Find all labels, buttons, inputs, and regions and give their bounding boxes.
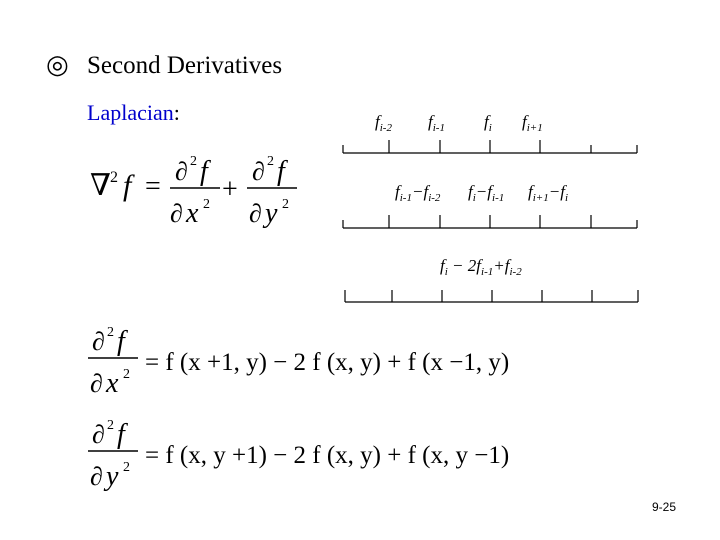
partial-num-exp-2: 2: [267, 154, 274, 169]
label-diff-3: $f_{i+1}-f_i$: [528, 182, 568, 204]
partial-den-x: x: [186, 198, 199, 229]
partial-den-y: y: [265, 198, 278, 229]
partial-num-f-1: f: [200, 156, 208, 187]
nabla-symbol: ∇: [90, 169, 111, 202]
equation-d2y: [88, 418, 509, 492]
equals-sign: =: [145, 171, 161, 202]
partial-den-exp-1: 2: [203, 197, 210, 212]
svg-text:2: 2: [107, 418, 114, 433]
equation-d2y-rhs: = f (x, y +1) − 2 f (x, y) + f (x, y −1): [145, 442, 510, 469]
partial-num-1: ∂: [175, 157, 188, 186]
plus-sign: +: [222, 174, 238, 205]
svg-text:∂: ∂: [90, 462, 103, 491]
partial-num-f-2: f: [277, 156, 285, 187]
partial-num-exp-1: 2: [190, 154, 197, 169]
svg-text:2: 2: [107, 325, 114, 340]
equation-d2x-rhs: = f (x +1, y) − 2 f (x, y) + f (x −1, y): [145, 349, 510, 376]
svg-text:x: x: [106, 368, 119, 399]
svg-text:∂: ∂: [92, 420, 105, 449]
label-f-i-minus-2: $f_{i-2}$: [375, 112, 392, 134]
svg-text:f: f: [117, 419, 125, 450]
partial-den-exp-2: 2: [282, 197, 289, 212]
page-number: 9-25: [651, 500, 676, 514]
label-f-i: $f_i$: [484, 112, 492, 134]
laplacian-text: Laplacian: [87, 100, 174, 125]
label-diff-2: $f_i-f_{i-1}$: [468, 182, 505, 204]
laplacian-colon: :: [173, 100, 180, 125]
svg-text:f: f: [117, 326, 125, 357]
nabla-exponent: 2: [110, 169, 118, 186]
svg-text:y: y: [106, 461, 119, 492]
svg-text:∂: ∂: [90, 369, 103, 398]
label-second-difference: $f_i - 2f_{i-1}+f_{i-2}$: [440, 256, 522, 278]
label-f-i-plus-1: $f_{i+1}$: [522, 112, 543, 134]
label-f-i-minus-1: $f_{i-1}$: [428, 112, 445, 134]
bullet-icon: ◎: [46, 50, 69, 79]
svg-text:∂: ∂: [92, 327, 105, 356]
label-diff-1: $f_{i-1}-f_{i-2}$: [395, 182, 441, 204]
equation-d2x: [88, 325, 509, 399]
svg-text:2: 2: [123, 367, 130, 382]
laplacian-f: f: [123, 169, 132, 202]
partial-den-2: ∂: [249, 199, 262, 228]
partial-den-1: ∂: [170, 199, 183, 228]
partial-num-2: ∂: [252, 157, 265, 186]
svg-text:2: 2: [123, 460, 130, 475]
slide-title: Second Derivatives: [87, 52, 283, 79]
